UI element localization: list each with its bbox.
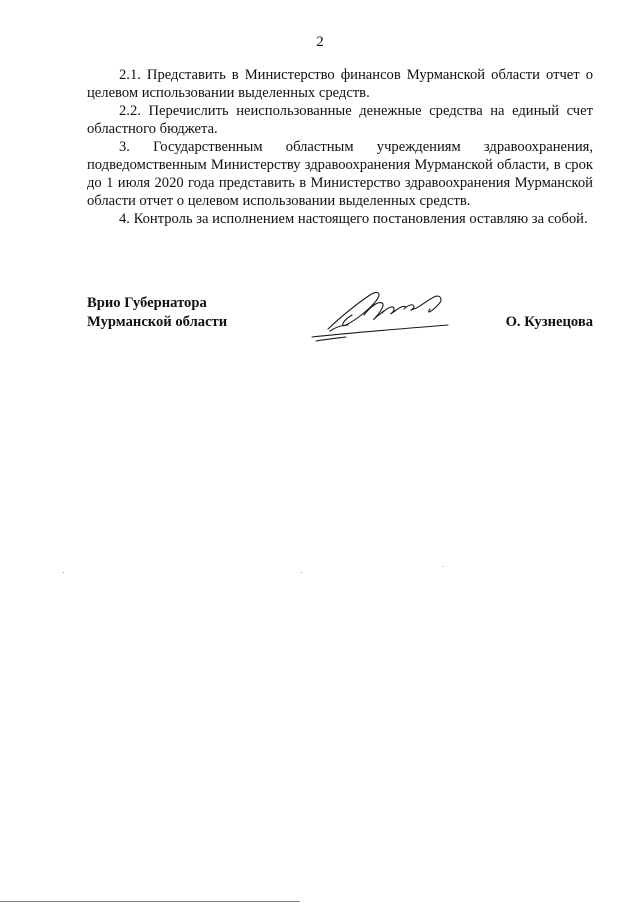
scan-artifact	[443, 566, 444, 567]
scan-artifact	[63, 572, 64, 573]
paragraph-4: 4. Контроль за исполнением настоящего постановления оставляю за собой.	[119, 211, 588, 227]
document-body	[87, 66, 593, 228]
scan-edge-line	[0, 901, 300, 902]
paragraph-2-2: 2.2. Перечислить неиспользованные денежные средства на единый счет областного бюджета.	[87, 103, 593, 137]
page-number: 2	[316, 34, 324, 50]
signatory-name: О. Кузнецова	[505, 314, 593, 330]
signatory-position-line2: Мурманской области	[87, 314, 228, 330]
scan-artifact	[301, 572, 302, 573]
signatory-position-line1: Врио Губернатора	[87, 295, 207, 311]
handwritten-signature	[308, 285, 453, 345]
signatory-position	[87, 294, 227, 332]
paragraph-2-1: 2.1. Представить в Министерство финансов Мурманской области отчет о целевом использовании выделенных средств.	[87, 67, 593, 101]
paragraph-3: 3. Государственным областным учреждениям здравоохранения, подведомственным Министерству здравоохранения Мурманской области, в срок до 1 июля 2020 года представить в Министерство здравоохранения Мурманской области отчет о целевом использовании выделенных средств.	[87, 139, 593, 209]
